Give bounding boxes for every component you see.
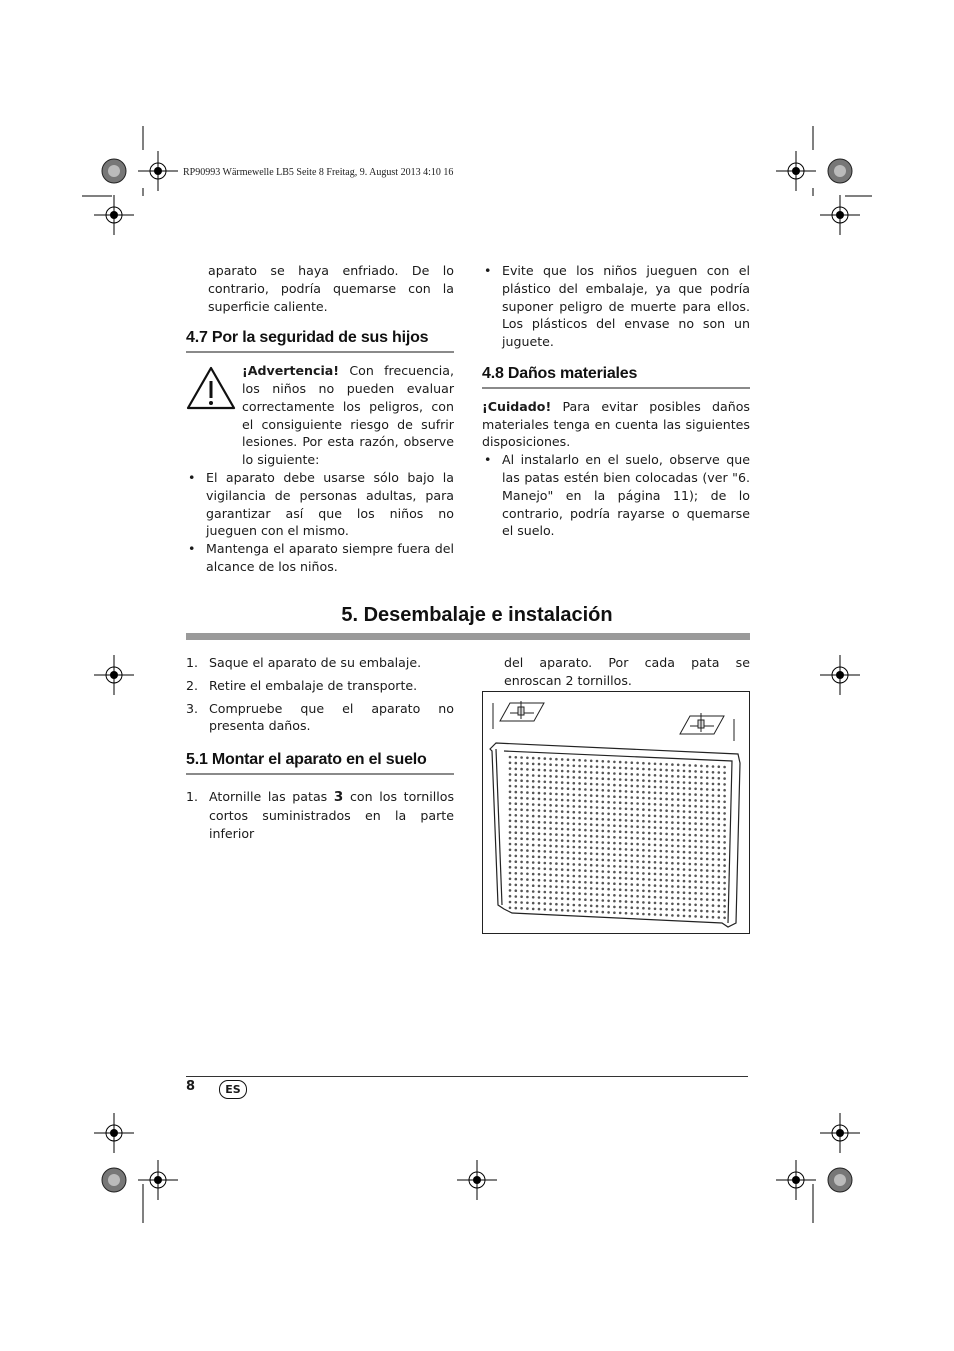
chapter-5-title: 5. Desembalaje e instalación xyxy=(341,604,613,626)
children-safety-list xyxy=(186,469,454,576)
unpacking-steps xyxy=(186,654,454,735)
warning-text: Con frecuencia, los niños no pueden evaluar correctamente los peligros, con el consiguiente riesgo de sufrir lesiones. Por esta razón, observe lo siguiente: xyxy=(242,363,454,468)
list-item: 1. Saque el aparato de su embalaje. xyxy=(186,655,422,670)
caution-paragraph xyxy=(482,398,750,451)
intro-text: aparato se haya enfriado. De lo contrario, podría quemarse con la superficie caliente. xyxy=(208,263,454,314)
heater-illustration xyxy=(482,691,750,934)
list-item: 3. Compruebe que el aparato no presenta daños. xyxy=(186,700,454,734)
section-rule xyxy=(186,351,454,353)
color-target-icon xyxy=(102,159,126,183)
print-header: RP90993 Wärmewelle LB5 Seite 8 Freitag, 9. August 2013 4:10 16 xyxy=(183,167,454,178)
footer-rule xyxy=(186,1076,748,1077)
material-damage-list xyxy=(482,451,750,540)
mounting-steps xyxy=(186,788,454,842)
warning-paragraph xyxy=(242,362,454,469)
page-number: 8 xyxy=(186,1079,196,1094)
color-target-icon xyxy=(828,159,852,183)
chapter-5-left xyxy=(186,654,454,847)
language-badge: ES xyxy=(219,1080,247,1099)
warning-label: ¡Advertencia! xyxy=(242,363,340,379)
packaging-list xyxy=(482,262,750,351)
right-column xyxy=(482,262,750,540)
caution-text: Para evitar posibles daños materiales tenga en cuenta las siguientes disposiciones. xyxy=(482,398,750,450)
section-rule xyxy=(186,773,454,775)
list-item: • Mantenga el aparato siempre fuera del alcance de los niños. xyxy=(186,540,454,576)
list-item: 2. Retire el embalaje de transporte. xyxy=(186,677,418,693)
section-rule xyxy=(482,387,750,389)
section-4-7-title: 4.7 Por la seguridad de sus hijos xyxy=(186,329,429,347)
caution-label: ¡Cuidado! xyxy=(482,398,552,414)
warning-block xyxy=(186,362,454,469)
chapter-5-right xyxy=(482,654,750,690)
list-item: • El aparato debe usarse sólo bajo la vigilancia de personas adultas, para garantizar así que los niños no jueguen con el mismo. xyxy=(186,469,454,540)
left-column xyxy=(186,262,454,576)
section-4-8-title: 4.8 Daños materiales xyxy=(482,364,638,382)
color-target-icon xyxy=(828,1168,852,1192)
list-item: 1. Atornille las patas 3 con los tornillos cortos suministrados en la parte inferior xyxy=(186,788,455,841)
warning-triangle-icon xyxy=(186,366,236,410)
chapter-rule xyxy=(186,633,750,640)
section-5-1-title: 5.1 Montar el aparato en el suelo xyxy=(186,751,427,769)
color-target-icon xyxy=(102,1168,126,1192)
list-item: • Evite que los niños jueguen con el plástico del embalaje, ya que podría suponer peligro de muerte para ellos. Los plásticos del envase no son un juguete. xyxy=(482,262,750,351)
list-item: • Al instalarlo en el suelo, observe que las patas estén bien colocadas (ver "6. Manejo" en la página 11); de lo contrario, podría rayarse o quemarse el suelo. xyxy=(482,451,750,540)
continuation-text: del aparato. Por cada pata se enroscan 2 tornillos. xyxy=(504,655,750,688)
